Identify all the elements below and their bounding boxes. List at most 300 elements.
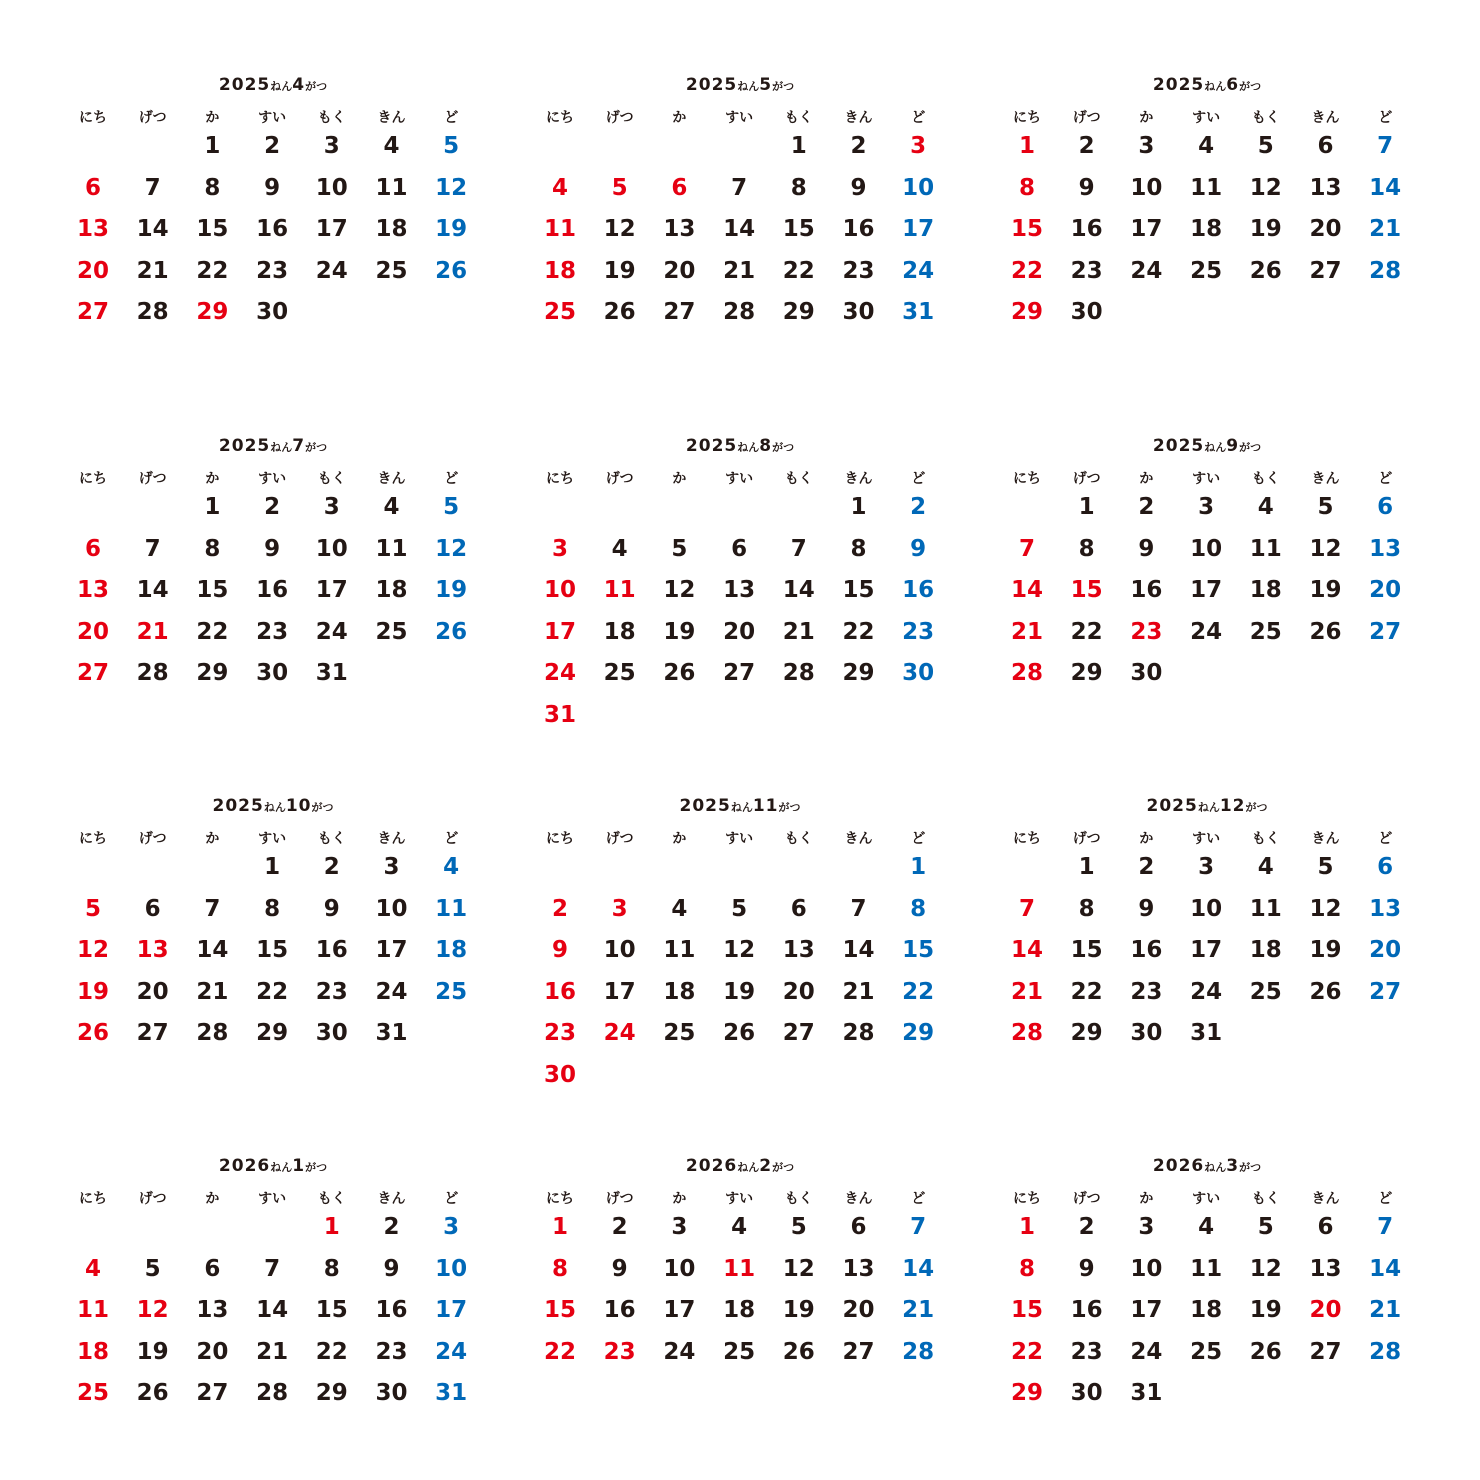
weekday-header: すい [258, 110, 287, 126]
day-cell: 26 [782, 1338, 815, 1365]
title-year-suffix: ねん [737, 1161, 760, 1174]
day-cell: 13 [1309, 174, 1342, 201]
day-cell: 13 [782, 937, 815, 964]
title-year: 2025 [685, 436, 738, 456]
day-cell: 31 [1130, 1380, 1163, 1407]
day-cell: 20 [723, 618, 756, 645]
day-cell: 25 [1190, 257, 1223, 284]
day-cell: 4 [671, 895, 688, 922]
day-cell: 25 [543, 299, 576, 326]
day-cell: 15 [1070, 577, 1103, 604]
day-cell: 27 [76, 660, 109, 687]
weekday-header: ど [1378, 471, 1393, 487]
day-cell: 23 [375, 1338, 408, 1365]
day-cell: 16 [902, 577, 935, 604]
weekday-header: もく [317, 110, 346, 126]
day-cell: 17 [902, 216, 935, 243]
title-year-suffix: ねん [270, 441, 293, 454]
day-cell: 10 [902, 174, 935, 201]
day-cell: 10 [1190, 895, 1223, 922]
day-cell: 4 [443, 854, 460, 880]
day-cell: 14 [1369, 1255, 1402, 1282]
day-cell: 22 [543, 1338, 576, 1365]
day-cell: 18 [1249, 937, 1282, 964]
weekday-header: すい [725, 471, 754, 487]
day-cell: 28 [842, 1020, 875, 1047]
weekday-header: か [672, 471, 687, 487]
weekday-header: すい [725, 110, 754, 126]
day-cell: 10 [315, 535, 348, 562]
day-cell: 2 [264, 133, 281, 159]
day-cell: 28 [782, 660, 815, 687]
title-month: 6 [1226, 75, 1240, 95]
day-cell: 13 [76, 216, 109, 243]
title-month: 12 [1219, 796, 1246, 816]
weekday-header: すい [725, 1191, 754, 1207]
day-cell: 28 [1369, 257, 1402, 284]
day-cell: 22 [782, 257, 815, 284]
day-cell: 14 [902, 1255, 935, 1282]
weekday-header: ど [1378, 1191, 1393, 1207]
day-cell: 18 [1190, 216, 1223, 243]
day-cell: 8 [1078, 895, 1095, 922]
day-cell: 3 [323, 494, 340, 520]
weekday-header: もく [317, 471, 346, 487]
month-title [530, 436, 950, 456]
title-year-suffix: ねん [270, 1161, 293, 1174]
day-cell: 2 [910, 494, 927, 520]
day-cell: 27 [842, 1338, 875, 1365]
day-cell: 22 [842, 618, 875, 645]
weekday-header: きん [1311, 110, 1340, 126]
weekday-header: にち [546, 110, 574, 126]
weekday-header: げつ [1072, 471, 1101, 487]
day-cell: 11 [1249, 535, 1282, 562]
day-cell: 25 [1249, 978, 1282, 1005]
day-cell: 2 [1078, 1214, 1095, 1240]
day-cell: 31 [315, 660, 348, 687]
day-cell: 9 [264, 174, 281, 201]
day-cell: 24 [1130, 257, 1163, 284]
weekday-header: げつ [605, 1191, 634, 1207]
day-cell: 23 [842, 257, 875, 284]
title-month: 4 [292, 75, 306, 95]
day-cell: 11 [375, 174, 408, 201]
day-cell: 20 [782, 978, 815, 1005]
day-cell: 18 [603, 618, 636, 645]
title-month-suffix: がつ [305, 1161, 328, 1174]
day-cell: 6 [1317, 1214, 1334, 1240]
day-cell: 11 [1190, 1255, 1223, 1282]
day-cell: 27 [196, 1380, 229, 1407]
weekday-header: げつ [138, 471, 167, 487]
day-cell: 16 [1070, 1297, 1103, 1324]
day-cell: 5 [84, 895, 101, 922]
title-month: 1 [292, 1156, 306, 1176]
weekday-header: きん [1311, 1191, 1340, 1207]
day-cell: 17 [1130, 216, 1163, 243]
day-cell: 12 [663, 577, 696, 604]
day-cell: 13 [663, 216, 696, 243]
day-cell: 30 [1070, 1380, 1103, 1407]
day-cell: 5 [671, 535, 688, 562]
day-cell: 30 [1070, 299, 1103, 326]
title-month: 11 [752, 796, 779, 816]
weekday-header: もく [1251, 471, 1280, 487]
weekday-header: すい [1192, 110, 1221, 126]
weekday-header: ど [911, 1191, 926, 1207]
day-cell: 25 [723, 1338, 756, 1365]
title-year: 2025 [218, 75, 271, 95]
day-cell: 9 [264, 535, 281, 562]
day-cell: 30 [902, 660, 935, 687]
weekday-header: もく [784, 110, 813, 126]
day-cell: 19 [136, 1338, 169, 1365]
day-cell: 30 [543, 1062, 576, 1088]
day-cell: 21 [1369, 216, 1402, 243]
day-cell: 29 [902, 1020, 935, 1047]
day-cell: 1 [204, 494, 221, 520]
day-cell: 17 [315, 216, 348, 243]
weekday-header: げつ [138, 1191, 167, 1207]
day-cell: 27 [76, 299, 109, 326]
day-cell: 30 [256, 660, 289, 687]
day-cell: 8 [850, 535, 867, 562]
day-cell: 14 [1369, 174, 1402, 201]
weekday-header: にち [79, 831, 107, 847]
day-cell: 6 [731, 535, 748, 562]
title-year-suffix: ねん [1204, 441, 1227, 454]
day-cell: 28 [1010, 1020, 1043, 1047]
day-cell: 28 [1369, 1338, 1402, 1365]
weekday-header: すい [258, 471, 287, 487]
day-cell: 4 [1198, 133, 1215, 159]
day-cell: 18 [543, 257, 576, 284]
day-cell: 19 [782, 1297, 815, 1324]
day-cell: 3 [1198, 494, 1215, 520]
title-month-suffix: がつ [1239, 1161, 1262, 1174]
day-cell: 28 [136, 660, 169, 687]
day-cell: 26 [435, 257, 468, 284]
day-cell: 26 [1249, 257, 1282, 284]
title-year: 2026 [218, 1156, 271, 1176]
day-cell: 20 [842, 1297, 875, 1324]
weekday-header: にち [546, 831, 574, 847]
day-cell: 1 [910, 854, 927, 880]
weekday-header: ど [444, 1191, 459, 1207]
day-cell: 7 [1377, 1214, 1394, 1240]
title-year: 2026 [685, 1156, 738, 1176]
month-title [63, 796, 483, 816]
day-cell: 12 [1309, 895, 1342, 922]
day-cell: 24 [663, 1338, 696, 1365]
weekday-header: ど [911, 831, 926, 847]
day-cell: 1 [790, 133, 807, 159]
day-cell: 1 [850, 494, 867, 520]
title-year: 2025 [1152, 75, 1205, 95]
day-cell: 30 [842, 299, 875, 326]
day-cell: 21 [1010, 978, 1043, 1005]
weekday-header: ど [444, 831, 459, 847]
day-cell: 26 [76, 1020, 109, 1047]
day-cell: 1 [1018, 1214, 1035, 1240]
day-cell: 1 [204, 133, 221, 159]
day-cell: 9 [1078, 174, 1095, 201]
weekday-header: すい [1192, 471, 1221, 487]
day-cell: 16 [256, 216, 289, 243]
month-title [530, 75, 950, 95]
day-cell: 16 [1130, 577, 1163, 604]
title-year: 2025 [1152, 436, 1205, 456]
day-cell: 6 [1377, 854, 1394, 880]
day-cell: 4 [731, 1214, 748, 1240]
day-cell: 18 [375, 577, 408, 604]
day-cell: 11 [435, 895, 468, 922]
day-cell: 2 [611, 1214, 628, 1240]
day-cell: 12 [1249, 1255, 1282, 1282]
day-cell: 28 [136, 299, 169, 326]
weekday-header: にち [1013, 831, 1041, 847]
day-cell: 10 [543, 577, 576, 604]
month-title [530, 1156, 950, 1176]
day-cell: 3 [671, 1214, 688, 1240]
day-cell: 22 [196, 618, 229, 645]
day-cell: 9 [1138, 895, 1155, 922]
day-cell: 9 [611, 1255, 628, 1282]
day-cell: 4 [383, 133, 400, 159]
day-cell: 29 [196, 299, 229, 326]
day-cell: 11 [603, 577, 636, 604]
day-cell: 14 [782, 577, 815, 604]
weekday-header: にち [546, 1191, 574, 1207]
day-cell: 18 [663, 978, 696, 1005]
day-cell: 30 [1130, 660, 1163, 687]
day-cell: 13 [1369, 895, 1402, 922]
day-cell: 5 [443, 494, 460, 520]
day-cell: 6 [84, 174, 101, 201]
day-cell: 16 [315, 937, 348, 964]
title-month: 9 [1226, 436, 1240, 456]
title-month-suffix: がつ [772, 1161, 795, 1174]
day-cell: 7 [1018, 895, 1035, 922]
day-cell: 5 [1317, 854, 1334, 880]
day-cell: 6 [1377, 494, 1394, 520]
weekday-header: げつ [1072, 110, 1101, 126]
day-cell: 1 [1018, 133, 1035, 159]
day-cell: 3 [323, 133, 340, 159]
day-cell: 3 [443, 1214, 460, 1240]
day-cell: 27 [663, 299, 696, 326]
day-cell: 23 [543, 1020, 576, 1047]
day-cell: 2 [1138, 854, 1155, 880]
day-cell: 10 [1130, 174, 1163, 201]
day-cell: 17 [1190, 937, 1223, 964]
day-cell: 29 [256, 1020, 289, 1047]
weekday-header: きん [844, 1191, 873, 1207]
weekday-header: げつ [605, 471, 634, 487]
month-title [63, 1156, 483, 1176]
day-cell: 6 [84, 535, 101, 562]
weekday-header: きん [377, 831, 406, 847]
day-cell: 20 [136, 978, 169, 1005]
day-cell: 19 [1249, 216, 1282, 243]
day-cell: 1 [264, 854, 281, 880]
title-year-suffix: ねん [737, 80, 760, 93]
day-cell: 8 [1018, 174, 1035, 201]
day-cell: 28 [196, 1020, 229, 1047]
day-cell: 21 [902, 1297, 935, 1324]
day-cell: 16 [603, 1297, 636, 1324]
weekday-header: ど [911, 110, 926, 126]
day-cell: 12 [136, 1297, 169, 1324]
day-cell: 24 [603, 1020, 636, 1047]
day-cell: 7 [1018, 535, 1035, 562]
day-cell: 8 [323, 1255, 340, 1282]
day-cell: 12 [1249, 174, 1282, 201]
day-cell: 15 [782, 216, 815, 243]
weekday-header: もく [1251, 831, 1280, 847]
day-cell: 8 [264, 895, 281, 922]
day-cell: 5 [731, 895, 748, 922]
day-cell: 23 [1130, 978, 1163, 1005]
weekday-header: か [1139, 471, 1154, 487]
day-cell: 26 [1309, 978, 1342, 1005]
title-month-suffix: がつ [1245, 801, 1268, 814]
day-cell: 23 [1070, 1338, 1103, 1365]
weekday-header: すい [1192, 1191, 1221, 1207]
day-cell: 2 [1138, 494, 1155, 520]
day-cell: 14 [136, 216, 169, 243]
day-cell: 11 [1249, 895, 1282, 922]
day-cell: 4 [383, 494, 400, 520]
day-cell: 3 [551, 535, 568, 562]
day-cell: 18 [1190, 1297, 1223, 1324]
day-cell: 20 [196, 1338, 229, 1365]
day-cell: 5 [144, 1255, 161, 1282]
day-cell: 24 [315, 257, 348, 284]
weekday-header: すい [725, 831, 754, 847]
weekday-header: すい [258, 1191, 287, 1207]
day-cell: 18 [435, 937, 468, 964]
title-year: 2025 [685, 75, 738, 95]
day-cell: 15 [1010, 216, 1043, 243]
day-cell: 16 [375, 1297, 408, 1324]
day-cell: 13 [76, 577, 109, 604]
day-cell: 29 [782, 299, 815, 326]
day-cell: 2 [264, 494, 281, 520]
day-cell: 28 [1010, 660, 1043, 687]
day-cell: 19 [663, 618, 696, 645]
day-cell: 30 [375, 1380, 408, 1407]
day-cell: 5 [443, 133, 460, 159]
day-cell: 14 [256, 1297, 289, 1324]
day-cell: 8 [551, 1255, 568, 1282]
day-cell: 31 [435, 1380, 468, 1407]
day-cell: 18 [76, 1338, 109, 1365]
weekday-header: にち [546, 471, 574, 487]
day-cell: 11 [1190, 174, 1223, 201]
weekday-header: もく [1251, 1191, 1280, 1207]
day-cell: 19 [603, 257, 636, 284]
day-cell: 17 [1190, 577, 1223, 604]
day-cell: 15 [842, 577, 875, 604]
day-cell: 22 [1010, 1338, 1043, 1365]
month-title [997, 75, 1417, 95]
day-cell: 10 [603, 937, 636, 964]
day-cell: 25 [1249, 618, 1282, 645]
day-cell: 31 [1190, 1020, 1223, 1047]
title-year-suffix: ねん [730, 801, 753, 814]
day-cell: 17 [315, 577, 348, 604]
day-cell: 10 [1130, 1255, 1163, 1282]
weekday-header: きん [377, 110, 406, 126]
day-cell: 31 [902, 299, 935, 326]
day-cell: 19 [1309, 577, 1342, 604]
day-cell: 9 [323, 895, 340, 922]
day-cell: 14 [196, 937, 229, 964]
weekday-header: きん [844, 471, 873, 487]
day-cell: 11 [663, 937, 696, 964]
day-cell: 16 [1070, 216, 1103, 243]
day-cell: 21 [136, 257, 169, 284]
day-cell: 30 [1130, 1020, 1163, 1047]
month-title [63, 436, 483, 456]
day-cell: 6 [850, 1214, 867, 1240]
day-cell: 25 [1190, 1338, 1223, 1365]
day-cell: 7 [144, 535, 161, 562]
day-cell: 10 [1190, 535, 1223, 562]
day-cell: 26 [723, 1020, 756, 1047]
day-cell: 17 [543, 618, 576, 645]
weekday-header: ど [1378, 110, 1393, 126]
day-cell: 9 [850, 174, 867, 201]
day-cell: 8 [910, 895, 927, 922]
day-cell: 2 [383, 1214, 400, 1240]
day-cell: 6 [204, 1255, 221, 1282]
day-cell: 14 [723, 216, 756, 243]
day-cell: 27 [723, 660, 756, 687]
day-cell: 23 [1130, 618, 1163, 645]
title-month: 8 [759, 436, 773, 456]
day-cell: 9 [910, 535, 927, 562]
day-cell: 16 [1130, 937, 1163, 964]
day-cell: 29 [842, 660, 875, 687]
day-cell: 7 [910, 1214, 927, 1240]
month-title [997, 1156, 1417, 1176]
day-cell: 26 [435, 618, 468, 645]
weekday-header: もく [784, 831, 813, 847]
day-cell: 5 [1317, 494, 1334, 520]
day-cell: 10 [663, 1255, 696, 1282]
day-cell: 17 [435, 1297, 468, 1324]
day-cell: 24 [315, 618, 348, 645]
title-year: 2025 [1146, 796, 1198, 816]
day-cell: 19 [1249, 1297, 1282, 1324]
day-cell: 30 [315, 1020, 348, 1047]
weekday-header: すい [1192, 831, 1221, 847]
day-cell: 3 [1138, 133, 1155, 159]
day-cell: 13 [196, 1297, 229, 1324]
month-title [997, 436, 1417, 456]
day-cell: 21 [1369, 1297, 1402, 1324]
day-cell: 27 [136, 1020, 169, 1047]
title-month-suffix: がつ [305, 80, 328, 93]
day-cell: 9 [551, 937, 568, 964]
day-cell: 24 [1190, 618, 1223, 645]
day-cell: 8 [204, 535, 221, 562]
day-cell: 26 [603, 299, 636, 326]
day-cell: 28 [256, 1380, 289, 1407]
